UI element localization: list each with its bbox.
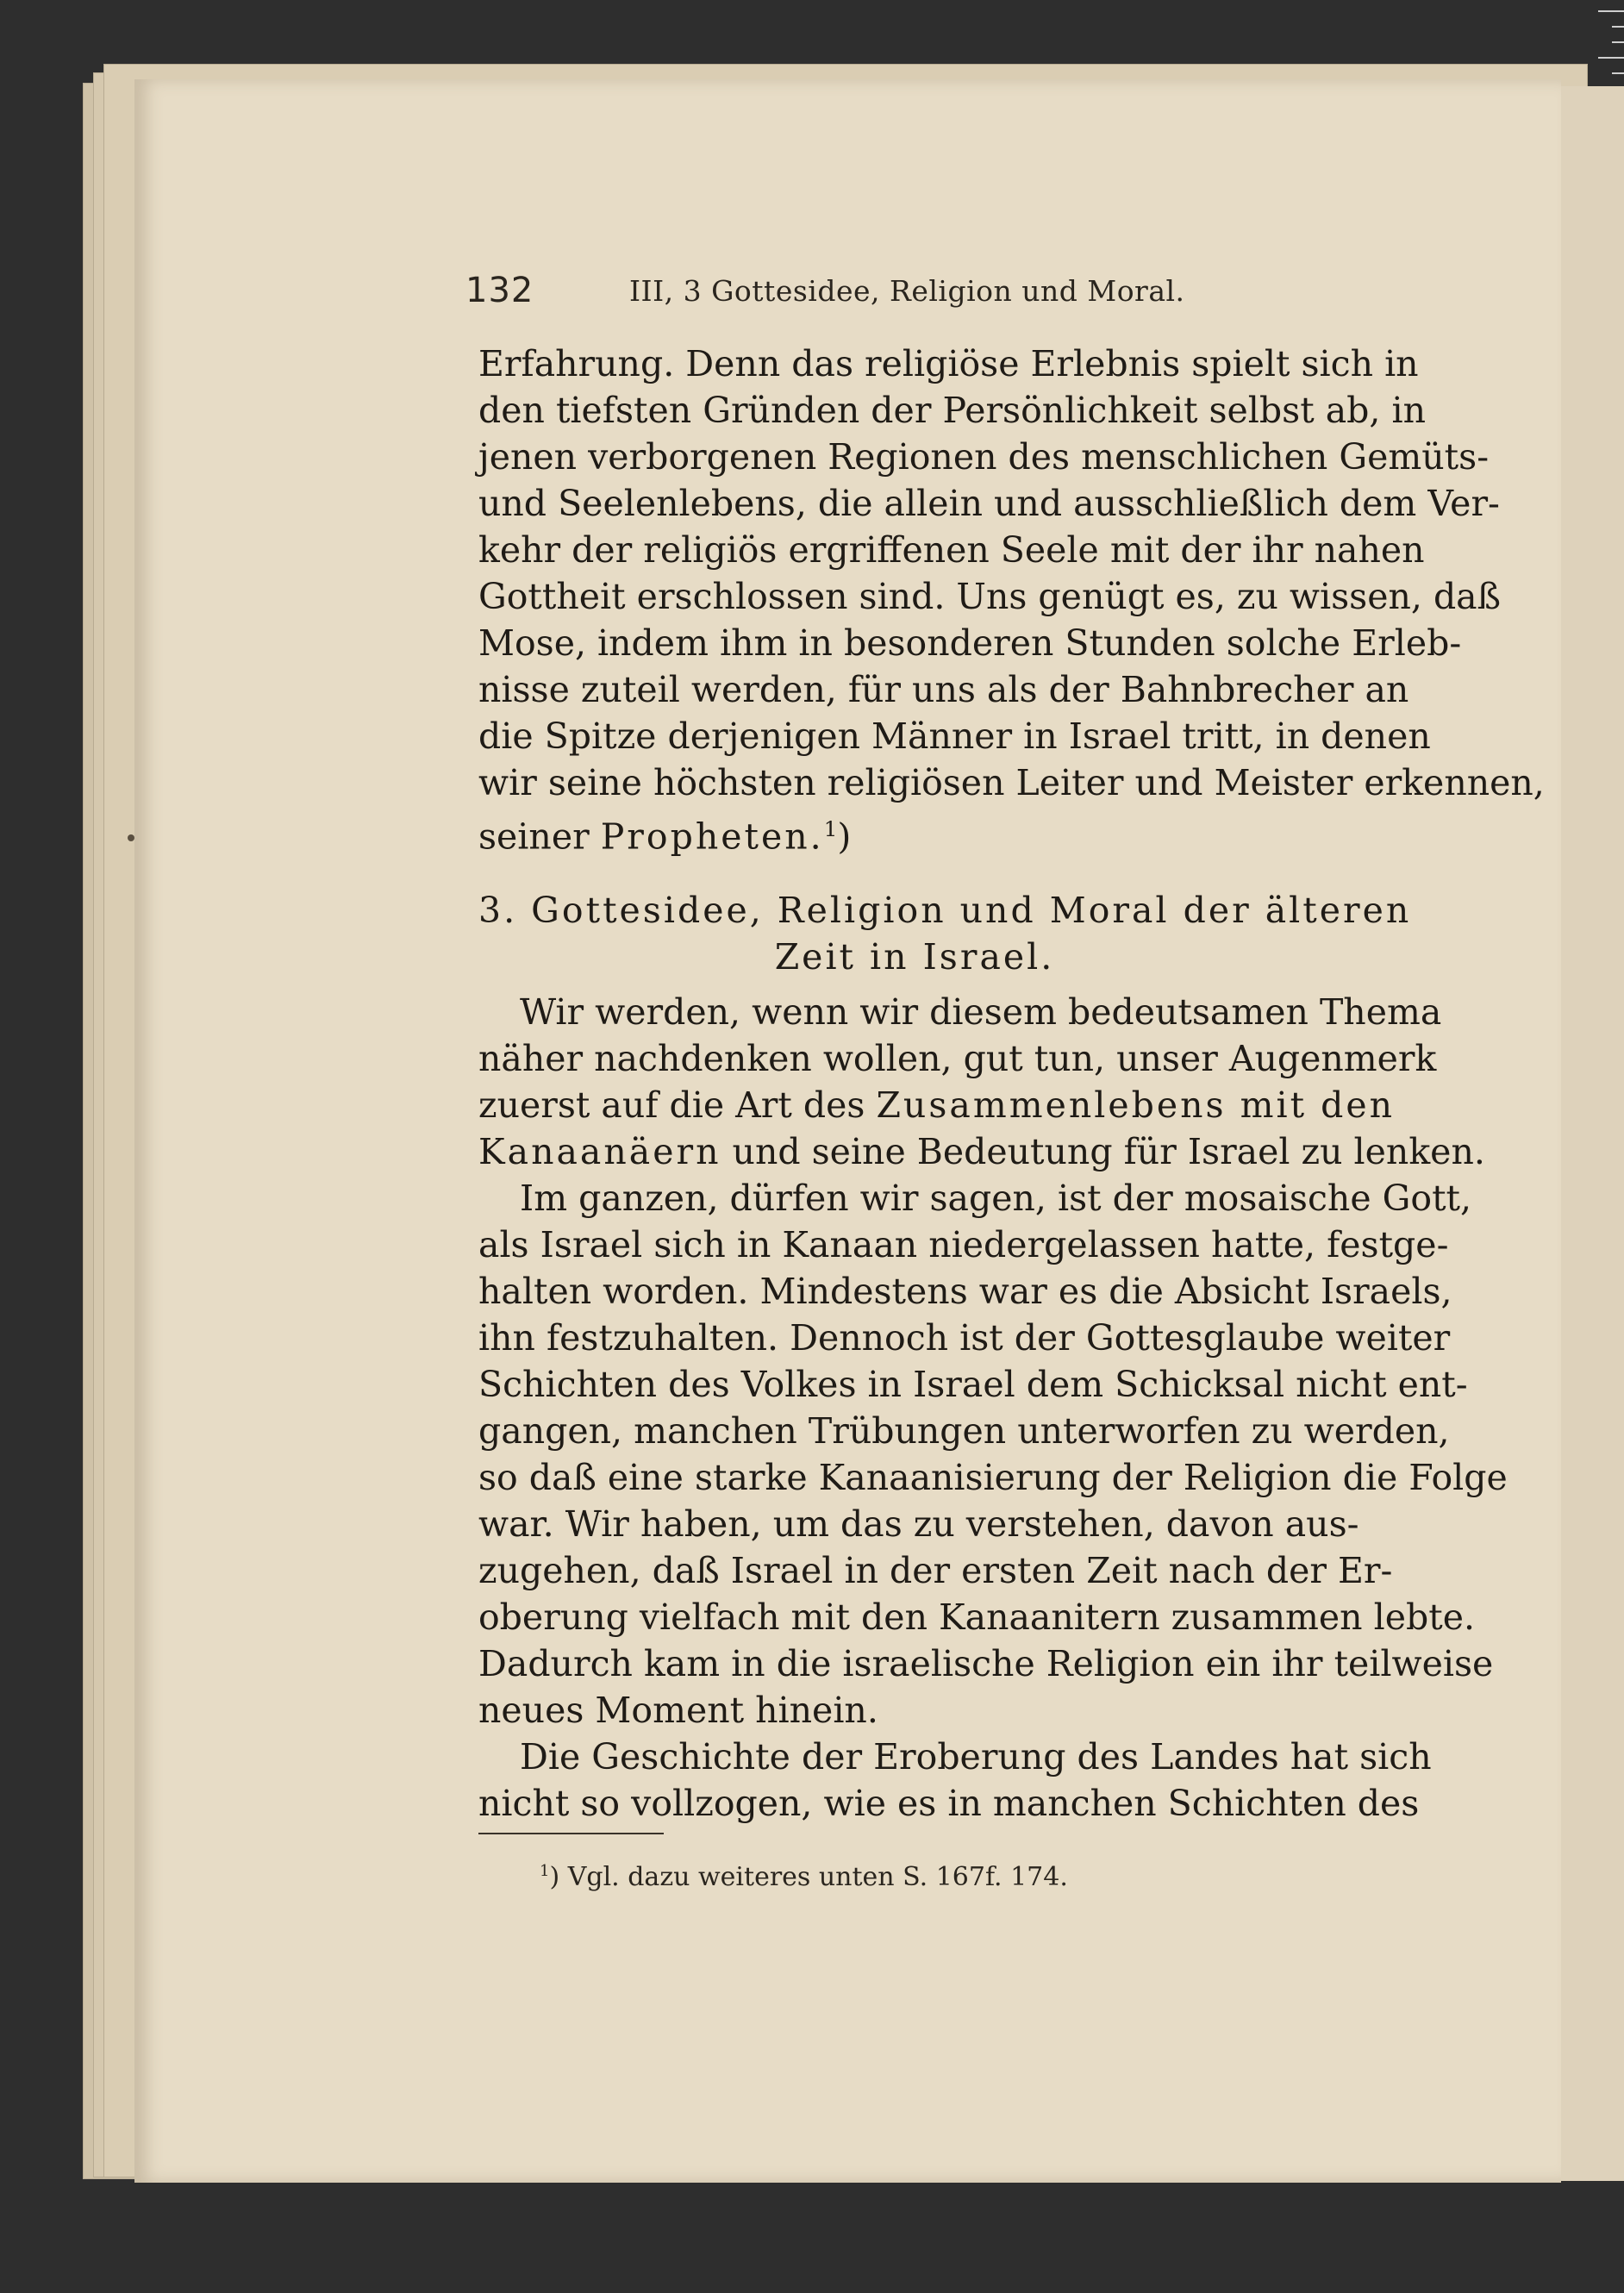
text-line: kehr der religiös ergriffenen Seele mit der ihr nahen — [478, 529, 1425, 571]
text-fragment: und seine Bedeutung für Israel zu lenken. — [721, 1131, 1485, 1172]
emphasized-phrase: Zusammenlebens mit den — [876, 1084, 1396, 1126]
footnote-marker: 1 — [540, 1862, 550, 1880]
margin-dot — [128, 834, 134, 841]
text-line: jenen verborgenen Regionen des menschlichen Gemüts- — [478, 436, 1490, 478]
text-line: so daß eine starke Kanaanisierung der Religion die Folge — [478, 1457, 1508, 1498]
text-line: Dadurch kam in die israelische Religion ein ihr teilweise — [478, 1643, 1494, 1684]
text-line: den tiefsten Gründen der Persönlichkeit selbst ab, in — [478, 390, 1426, 431]
footnote — [540, 1862, 1068, 1892]
page-number: 132 — [465, 271, 534, 310]
text-line: Erfahrung. Denn das religiöse Erlebnis spielt sich in — [478, 343, 1419, 384]
text-line: Im ganzen, dürfen wir sagen, ist der mosaische Gott, — [520, 1178, 1472, 1219]
text-line: Die Geschichte der Eroberung des Landes hat sich — [520, 1736, 1432, 1778]
text-fragment: zuerst auf die Art des — [478, 1084, 877, 1126]
text-line: halten worden. Mindestens war es die Absicht Israels, — [478, 1271, 1452, 1312]
text-line: als Israel sich in Kanaan niedergelassen hatte, festge- — [478, 1224, 1449, 1265]
text-line: neues Moment hinein. — [478, 1690, 878, 1731]
footnote-text: ) Vgl. dazu weiteres unten S. 167f. 174. — [549, 1862, 1068, 1892]
text-line: war. Wir haben, um das zu verstehen, davon aus- — [478, 1503, 1359, 1545]
text-line: gangen, manchen Trübungen unterworfen zu werden, — [478, 1410, 1450, 1452]
text-line: oberung vielfach mit den Kanaanitern zusammen lebte. — [478, 1596, 1476, 1638]
text-line: nicht so vollzogen, wie es in manchen Schichten des — [478, 1783, 1420, 1824]
footnote-reference: 1 — [823, 816, 838, 841]
running-head — [465, 267, 1353, 319]
footnote-rule — [478, 1833, 664, 1834]
text-line: die Spitze derjenigen Männer in Israel tritt, in denen — [478, 715, 1431, 757]
running-title: III, 3 Gottesidee, Religion und Moral. — [629, 274, 1185, 308]
heading-line: 3. Gottesidee, Religion und Moral der älteren — [478, 890, 1412, 931]
emphasized-word: Propheten. — [600, 815, 824, 858]
text-line: wir seine höchsten religiösen Leiter und Meister erkennen, — [478, 762, 1545, 803]
text-line: Gottheit erschlossen sind. Uns genügt es, zu wissen, daß — [478, 576, 1502, 617]
facing-page-edge — [1558, 86, 1624, 2181]
text-line: nisse zuteil werden, für uns als der Bahnbrecher an — [478, 669, 1409, 710]
text-line: zugehen, daß Israel in der ersten Zeit nach der Er- — [478, 1550, 1393, 1591]
text-fragment: seiner — [478, 815, 601, 858]
text-line: näher nachdenken wollen, gut tun, unser Augenmerk — [478, 1038, 1437, 1079]
text-line: und Seelenlebens, die allein und ausschließlich dem Ver- — [478, 483, 1500, 524]
text-line — [478, 1129, 1485, 1174]
text-line: ihn festzuhalten. Dennoch ist der Gottesglaube weiter — [478, 1317, 1451, 1359]
text-line — [478, 1083, 1396, 1128]
text-line: Mose, indem ihm in besonderen Stunden solche Erleb- — [478, 622, 1462, 664]
text-line: Schichten des Volkes in Israel dem Schicksal nicht ent- — [478, 1364, 1468, 1405]
emphasized-word: Kanaanäern — [478, 1131, 721, 1172]
text-line — [478, 807, 1351, 859]
heading-line: Zeit in Israel. — [774, 936, 1055, 978]
text-fragment: ) — [837, 815, 852, 858]
text-line: Wir werden, wenn wir diesem bedeutsamen Thema — [520, 991, 1442, 1033]
